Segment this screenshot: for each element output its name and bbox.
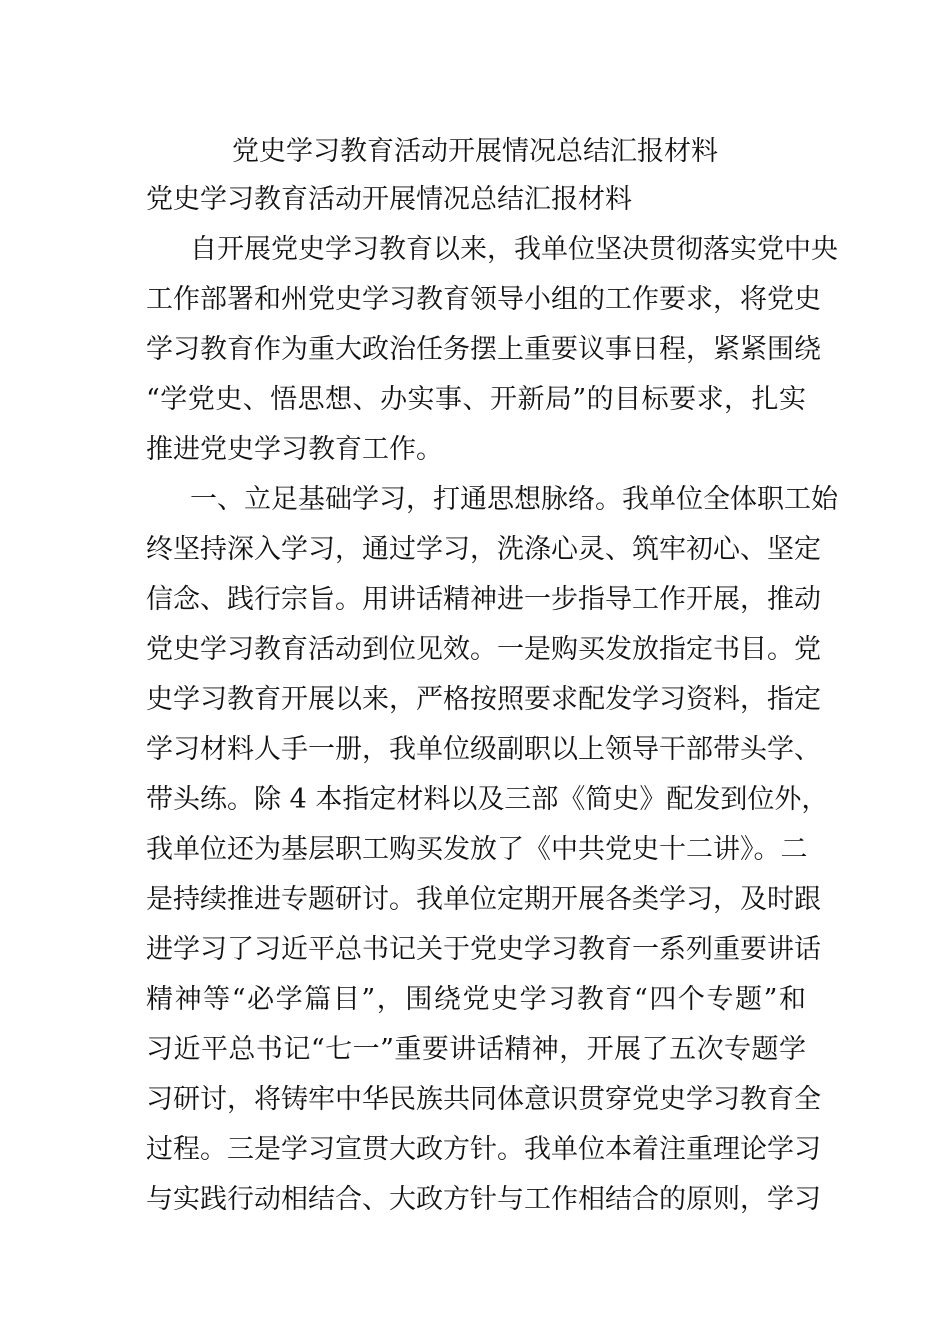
paragraph-line: 终坚持深入学习，通过学习，洗涤心灵、筑牢初心、坚定 <box>146 534 821 565</box>
paragraph-line: 党史学习教育活动到位见效。一是购买发放指定书目。党 <box>146 634 821 665</box>
paragraph-line: 进学习了习近平总书记关于党史学习教育一系列重要讲话 <box>146 934 821 965</box>
paragraph-line: 过程。三是学习宣贯大政方针。我单位本着注重理论学习 <box>146 1134 821 1165</box>
paragraph-line: 自开展党史学习教育以来，我单位坚决贯彻落实党中央 <box>190 234 838 265</box>
document-subtitle: 党史学习教育活动开展情况总结汇报材料 <box>146 184 632 215</box>
paragraph-line: 工作部署和州党史学习教育领导小组的工作要求，将党史 <box>146 284 821 315</box>
paragraph-line: 学习教育作为重大政治任务摆上重要议事日程，紧紧围绕 <box>146 334 821 365</box>
paragraph-line: 史学习教育开展以来，严格按照要求配发学习资料，指定 <box>146 684 821 715</box>
paragraph-line: 习研讨，将铸牢中华民族共同体意识贯穿党史学习教育全 <box>146 1084 821 1115</box>
document-title: 党史学习教育活动开展情况总结汇报材料 <box>232 136 718 167</box>
paragraph-line: 信念、践行宗旨。用讲话精神进一步指导工作开展，推动 <box>146 584 821 615</box>
paragraph-line: 我单位还为基层职工购买发放了《中共党史十二讲》。二 <box>146 834 808 865</box>
paragraph-line: 习近平总书记“七一”重要讲话精神，开展了五次专题学 <box>146 1034 806 1065</box>
paragraph-line: 精神等“必学篇目”，围绕党史学习教育“四个专题”和 <box>146 984 806 1015</box>
paragraph-line: 学习材料人手一册，我单位级副职以上领导干部带头学、 <box>146 734 821 765</box>
paragraph-line: 带头练。除 4 本指定材料以及三部《简史》配发到位外， <box>146 784 829 815</box>
paragraph-line: 是持续推进专题研讨。我单位定期开展各类学习，及时跟 <box>146 884 821 915</box>
paragraph-line: 与实践行动相结合、大政方针与工作相结合的原则，学习 <box>146 1184 821 1215</box>
paragraph-line: 推进党史学习教育工作。 <box>146 434 443 465</box>
paragraph-line: 一、立足基础学习，打通思想脉络。我单位全体职工始 <box>190 484 838 515</box>
paragraph-line: “学党史、悟思想、办实事、开新局”的目标要求，扎实 <box>146 384 806 415</box>
